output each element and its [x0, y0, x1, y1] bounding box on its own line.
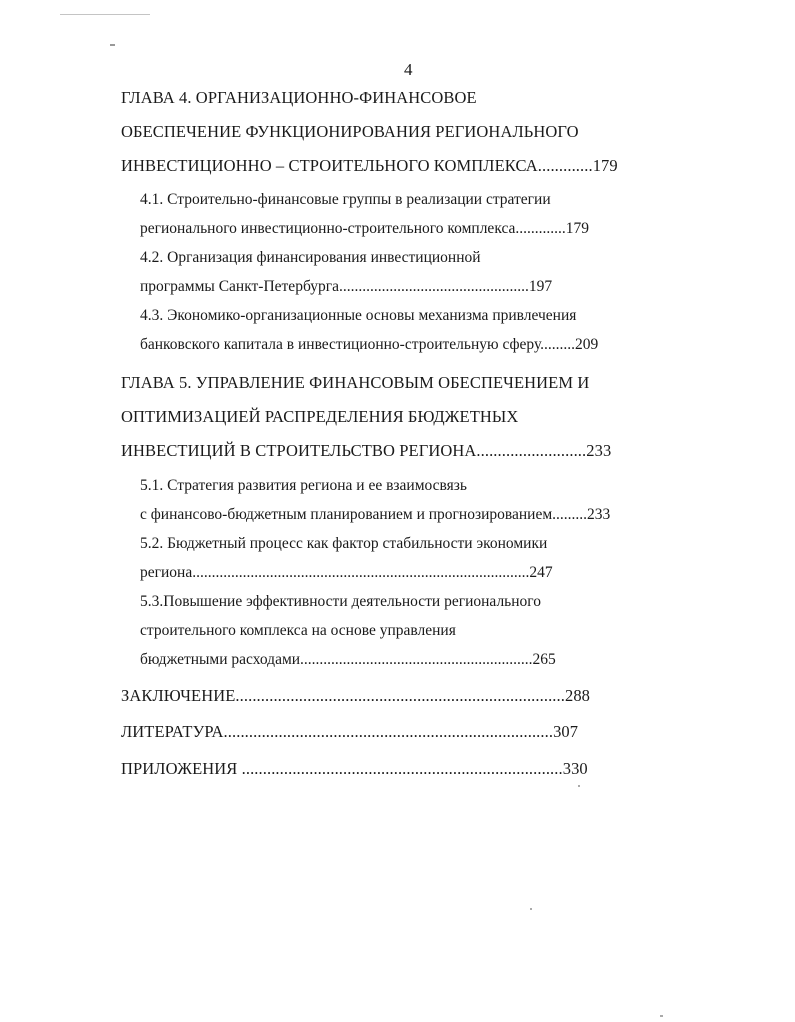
scan-artifact-mark — [110, 44, 115, 46]
toc-section-4-2-line-1: 4.2. Организация финансирования инвестиционной — [140, 249, 481, 266]
scan-artifact-dot — [660, 1015, 663, 1017]
toc-section-5-3-line-2: строительного комплекса на основе управления — [140, 622, 456, 639]
toc-section-4-2-line-2: программы Санкт-Петербурга.................................................197 — [140, 278, 553, 295]
toc-section-5-1-line-2: с финансово-бюджетным планированием и прогнозированием.........233 — [140, 506, 611, 523]
toc-chapter-5-line-2: ОПТИМИЗАЦИЕЙ РАСПРЕДЕЛЕНИЯ БЮДЖЕТНЫХ — [121, 407, 519, 426]
scan-artifact-top — [60, 14, 150, 15]
toc-literature: ЛИТЕРАТУРА..............................................................................307 — [121, 722, 579, 741]
toc-appendices: ПРИЛОЖЕНИЯ ............................................................................330 — [121, 759, 588, 778]
toc-section-5-3-line-1: 5.3.Повышение эффективности деятельности регионального — [140, 593, 542, 610]
scan-artifact-dot — [578, 785, 580, 787]
toc-chapter-4-line-3: ИНВЕСТИЦИОННО – СТРОИТЕЛЬНОГО КОМПЛЕКСА.............179 — [121, 156, 618, 175]
toc-chapter-4-line-1: ГЛАВА 4. ОРГАНИЗАЦИОННО-ФИНАНСОВОЕ — [121, 88, 477, 107]
toc-section-4-3-line-1: 4.3. Экономико-организационные основы механизма привлечения — [140, 307, 577, 324]
page-number: 4 — [404, 60, 413, 79]
toc-section-4-1-line-2: регионального инвестиционно-строительного комплекса.............179 — [140, 220, 590, 237]
toc-section-5-1-line-1: 5.1. Стратегия развития региона и ее взаимосвязь — [140, 477, 467, 494]
scan-artifact-dot — [530, 908, 532, 910]
toc-chapter-5-line-1: ГЛАВА 5. УПРАВЛЕНИЕ ФИНАНСОВЫМ ОБЕСПЕЧЕНИЕМ И — [121, 373, 590, 392]
toc-section-5-2-line-2: региона.......................................................................................247 — [140, 564, 553, 581]
toc-chapter-5-line-3: ИНВЕСТИЦИЙ В СТРОИТЕЛЬСТВО РЕГИОНА..........................233 — [121, 441, 612, 460]
toc-section-4-3-line-2: банковского капитала в инвестиционно-строительную сферу.........209 — [140, 336, 599, 353]
toc-section-5-3-line-3: бюджетными расходами............................................................265 — [140, 651, 556, 668]
toc-conclusion: ЗАКЛЮЧЕНИЕ..............................................................................288 — [121, 686, 591, 705]
toc-chapter-4-line-2: ОБЕСПЕЧЕНИЕ ФУНКЦИОНИРОВАНИЯ РЕГИОНАЛЬНОГО — [121, 122, 579, 141]
toc-section-5-2-line-1: 5.2. Бюджетный процесс как фактор стабильности экономики — [140, 535, 548, 552]
toc-section-4-1-line-1: 4.1. Строительно-финансовые группы в реализации стратегии — [140, 191, 551, 208]
